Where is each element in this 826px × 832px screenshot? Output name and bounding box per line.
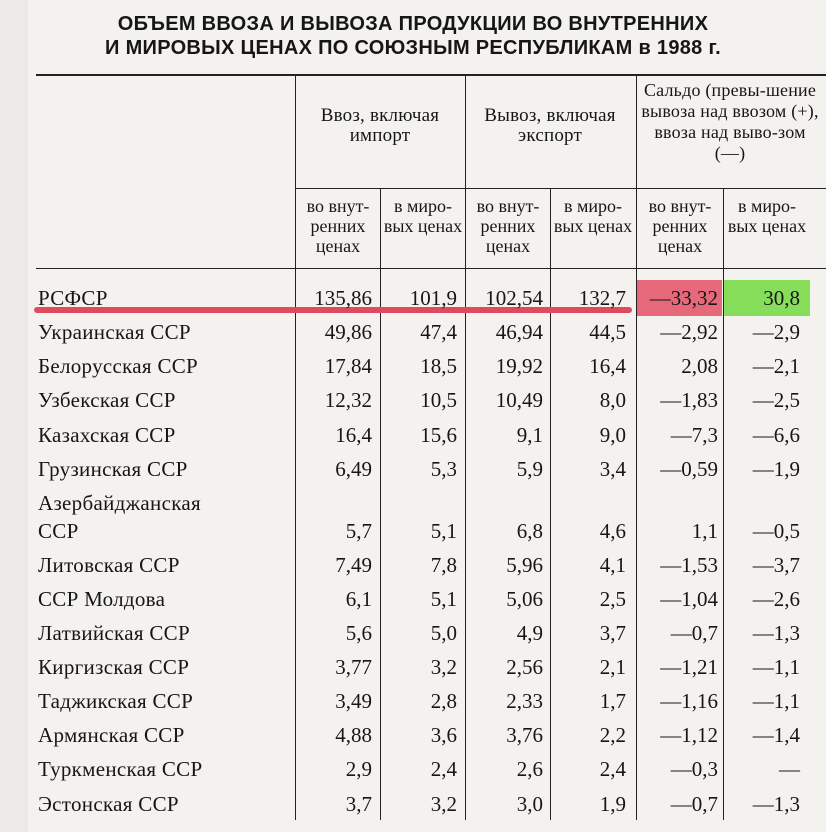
row-value: 2,4	[430, 757, 457, 781]
row-value: —2,5	[752, 388, 800, 412]
row-name: Армянская ССР	[38, 723, 185, 747]
row-value: 3,49	[335, 689, 372, 713]
row-value: —1,3	[752, 621, 800, 645]
row-value: —1,1	[752, 689, 800, 713]
row-value: 5,06	[506, 587, 543, 611]
row-value: 46,94	[495, 320, 543, 344]
row-value: —1,12	[660, 723, 718, 747]
row-value: —1,83	[660, 388, 718, 412]
row-value: 5,0	[430, 621, 457, 645]
row-value: 7,8	[430, 553, 457, 577]
row-name: Казахская ССР	[38, 423, 176, 447]
title-line-1: ОБЪЕМ ВВОЗА И ВЫВОЗА ПРОДУКЦИИ ВО ВНУТРЕННИХ	[117, 13, 709, 35]
row-value: 10,49	[495, 388, 543, 412]
row-value: 3,0	[516, 792, 543, 816]
row-name-continued: ССР	[38, 519, 79, 543]
row-value: 2,56	[506, 655, 543, 679]
row-value: 44,5	[589, 320, 626, 344]
subheader-rule	[295, 188, 826, 189]
row-value: 12,32	[324, 388, 372, 412]
row-value: —0,5	[752, 519, 800, 543]
row-name: РСФСР	[38, 286, 108, 310]
row-value: 135,86	[314, 286, 372, 310]
row-value: 1,7	[599, 689, 626, 713]
row-value: —1,16	[660, 689, 718, 713]
row-value: 5,7	[345, 519, 372, 543]
header-export: Вывоз, включая экспорт	[484, 105, 616, 146]
row-value: 3,76	[506, 723, 543, 747]
table-title	[0, 12, 826, 60]
row-value: 2,8	[430, 689, 457, 713]
subheader-balance-world: в миро-вых ценах	[727, 196, 807, 236]
row-value: 3,77	[335, 655, 372, 679]
row-value: —1,3	[752, 792, 800, 816]
row-value: —33,32	[649, 286, 718, 310]
row-value: 3,4	[599, 457, 626, 481]
row-value: 16,4	[335, 423, 372, 447]
row-value: 3,6	[430, 723, 457, 747]
row-value: 5,1	[430, 587, 457, 611]
row-value: 9,0	[599, 423, 626, 447]
row-value: 3,2	[430, 655, 457, 679]
row-value: 47,4	[420, 320, 457, 344]
row-value: 5,1	[430, 519, 457, 543]
row-value: 9,1	[516, 423, 543, 447]
row-name: ССР Молдова	[38, 587, 166, 611]
header-balance: Сальдо (превы-шение вывоза над ввозом (+), ввоза над выво-зом (—)	[641, 80, 819, 163]
row-name: Литовская ССР	[38, 553, 180, 577]
subheader-import-domestic: во внут-ренних ценах	[306, 196, 370, 256]
row-value: —1,4	[752, 723, 800, 747]
row-value: —0,3	[670, 757, 718, 781]
row-value: 132,7	[578, 286, 626, 310]
row-name: Узбекская ССР	[38, 388, 176, 412]
row-value: 5,96	[506, 553, 543, 577]
top-rule	[36, 74, 826, 76]
row-value: 102,54	[485, 286, 543, 310]
row-name: Латвийская ССР	[38, 621, 190, 645]
row-value: —2,92	[660, 320, 718, 344]
subheader-export-domestic: во внут-ренних ценах	[476, 196, 540, 256]
row-value: 4,1	[599, 553, 626, 577]
row-name: Таджикская ССР	[38, 689, 194, 713]
title-line-2: И МИРОВЫХ ЦЕНАХ ПО СОЮЗНЫМ РЕСПУБЛИКАМ в 1988 г.	[105, 37, 721, 59]
row-value: 2,4	[599, 757, 626, 781]
row-value: 5,9	[516, 457, 543, 481]
row-value: 2,2	[599, 723, 626, 747]
row-value: 16,4	[589, 354, 626, 378]
row-value: —7,3	[670, 423, 718, 447]
subheader-import-world: в миро-вых ценах	[383, 196, 463, 236]
row-value: 2,1	[599, 655, 626, 679]
row-value: —1,1	[752, 655, 800, 679]
subheader-export-world: в миро-вых ценах	[553, 196, 633, 236]
row-value: 49,86	[324, 320, 372, 344]
row-name: Украинская ССР	[38, 320, 191, 344]
row-value: —1,21	[660, 655, 718, 679]
row-value: 5,3	[430, 457, 457, 481]
row-value: 4,9	[516, 621, 543, 645]
row-name: Грузинская ССР	[38, 457, 188, 481]
row-value: 19,92	[495, 354, 543, 378]
row-value: 1,9	[599, 792, 626, 816]
subheader-balance-domestic: во внут-ренних ценах	[648, 196, 712, 256]
row-value: 2,9	[345, 757, 372, 781]
row-name: Белорусская ССР	[38, 354, 199, 378]
row-value: 3,7	[599, 621, 626, 645]
row-value: —1,04	[660, 587, 718, 611]
row-value: 18,5	[420, 354, 457, 378]
row-name: Эстонская ССР	[38, 792, 179, 816]
row-value: —2,6	[752, 587, 800, 611]
row-value: 8,0	[599, 388, 626, 412]
row-value: —1,9	[752, 457, 800, 481]
row-value: 2,6	[516, 757, 543, 781]
row-value: 30,8	[763, 286, 800, 310]
row-value: 10,5	[420, 388, 457, 412]
header-import: Ввоз, включая импорт	[320, 105, 440, 146]
row-value: —	[779, 757, 800, 781]
row-value: 1,1	[691, 519, 718, 543]
row-value: 7,49	[335, 553, 372, 577]
row-value: —6,6	[752, 423, 800, 447]
row-value: 3,2	[430, 792, 457, 816]
row-name: Киргизская ССР	[38, 655, 190, 679]
row-name: Азербайджанская	[38, 491, 201, 515]
row-value: 2,33	[506, 689, 543, 713]
row-value: —0,7	[670, 792, 718, 816]
row-value: 6,1	[345, 587, 372, 611]
row-value: 5,6	[345, 621, 372, 645]
row-name: Туркменская ССР	[38, 757, 203, 781]
row-value: 4,88	[335, 723, 372, 747]
row-value: 2,08	[681, 354, 718, 378]
row-value: 4,6	[599, 519, 626, 543]
row-value: 17,84	[324, 354, 372, 378]
row-value: 3,7	[345, 792, 372, 816]
row-value: 6,49	[335, 457, 372, 481]
row-value: —3,7	[752, 553, 800, 577]
row-value: —2,1	[752, 354, 800, 378]
header-bottom-rule	[36, 268, 826, 269]
row-value: 15,6	[420, 423, 457, 447]
row-value: —1,53	[660, 553, 718, 577]
row-value: 2,5	[599, 587, 626, 611]
row-value: 6,8	[516, 519, 543, 543]
row-value: —2,9	[752, 320, 800, 344]
row-value: —0,7	[670, 621, 718, 645]
page-margin	[0, 0, 28, 832]
row-value: —0,59	[660, 457, 718, 481]
row-value: 101,9	[409, 286, 457, 310]
